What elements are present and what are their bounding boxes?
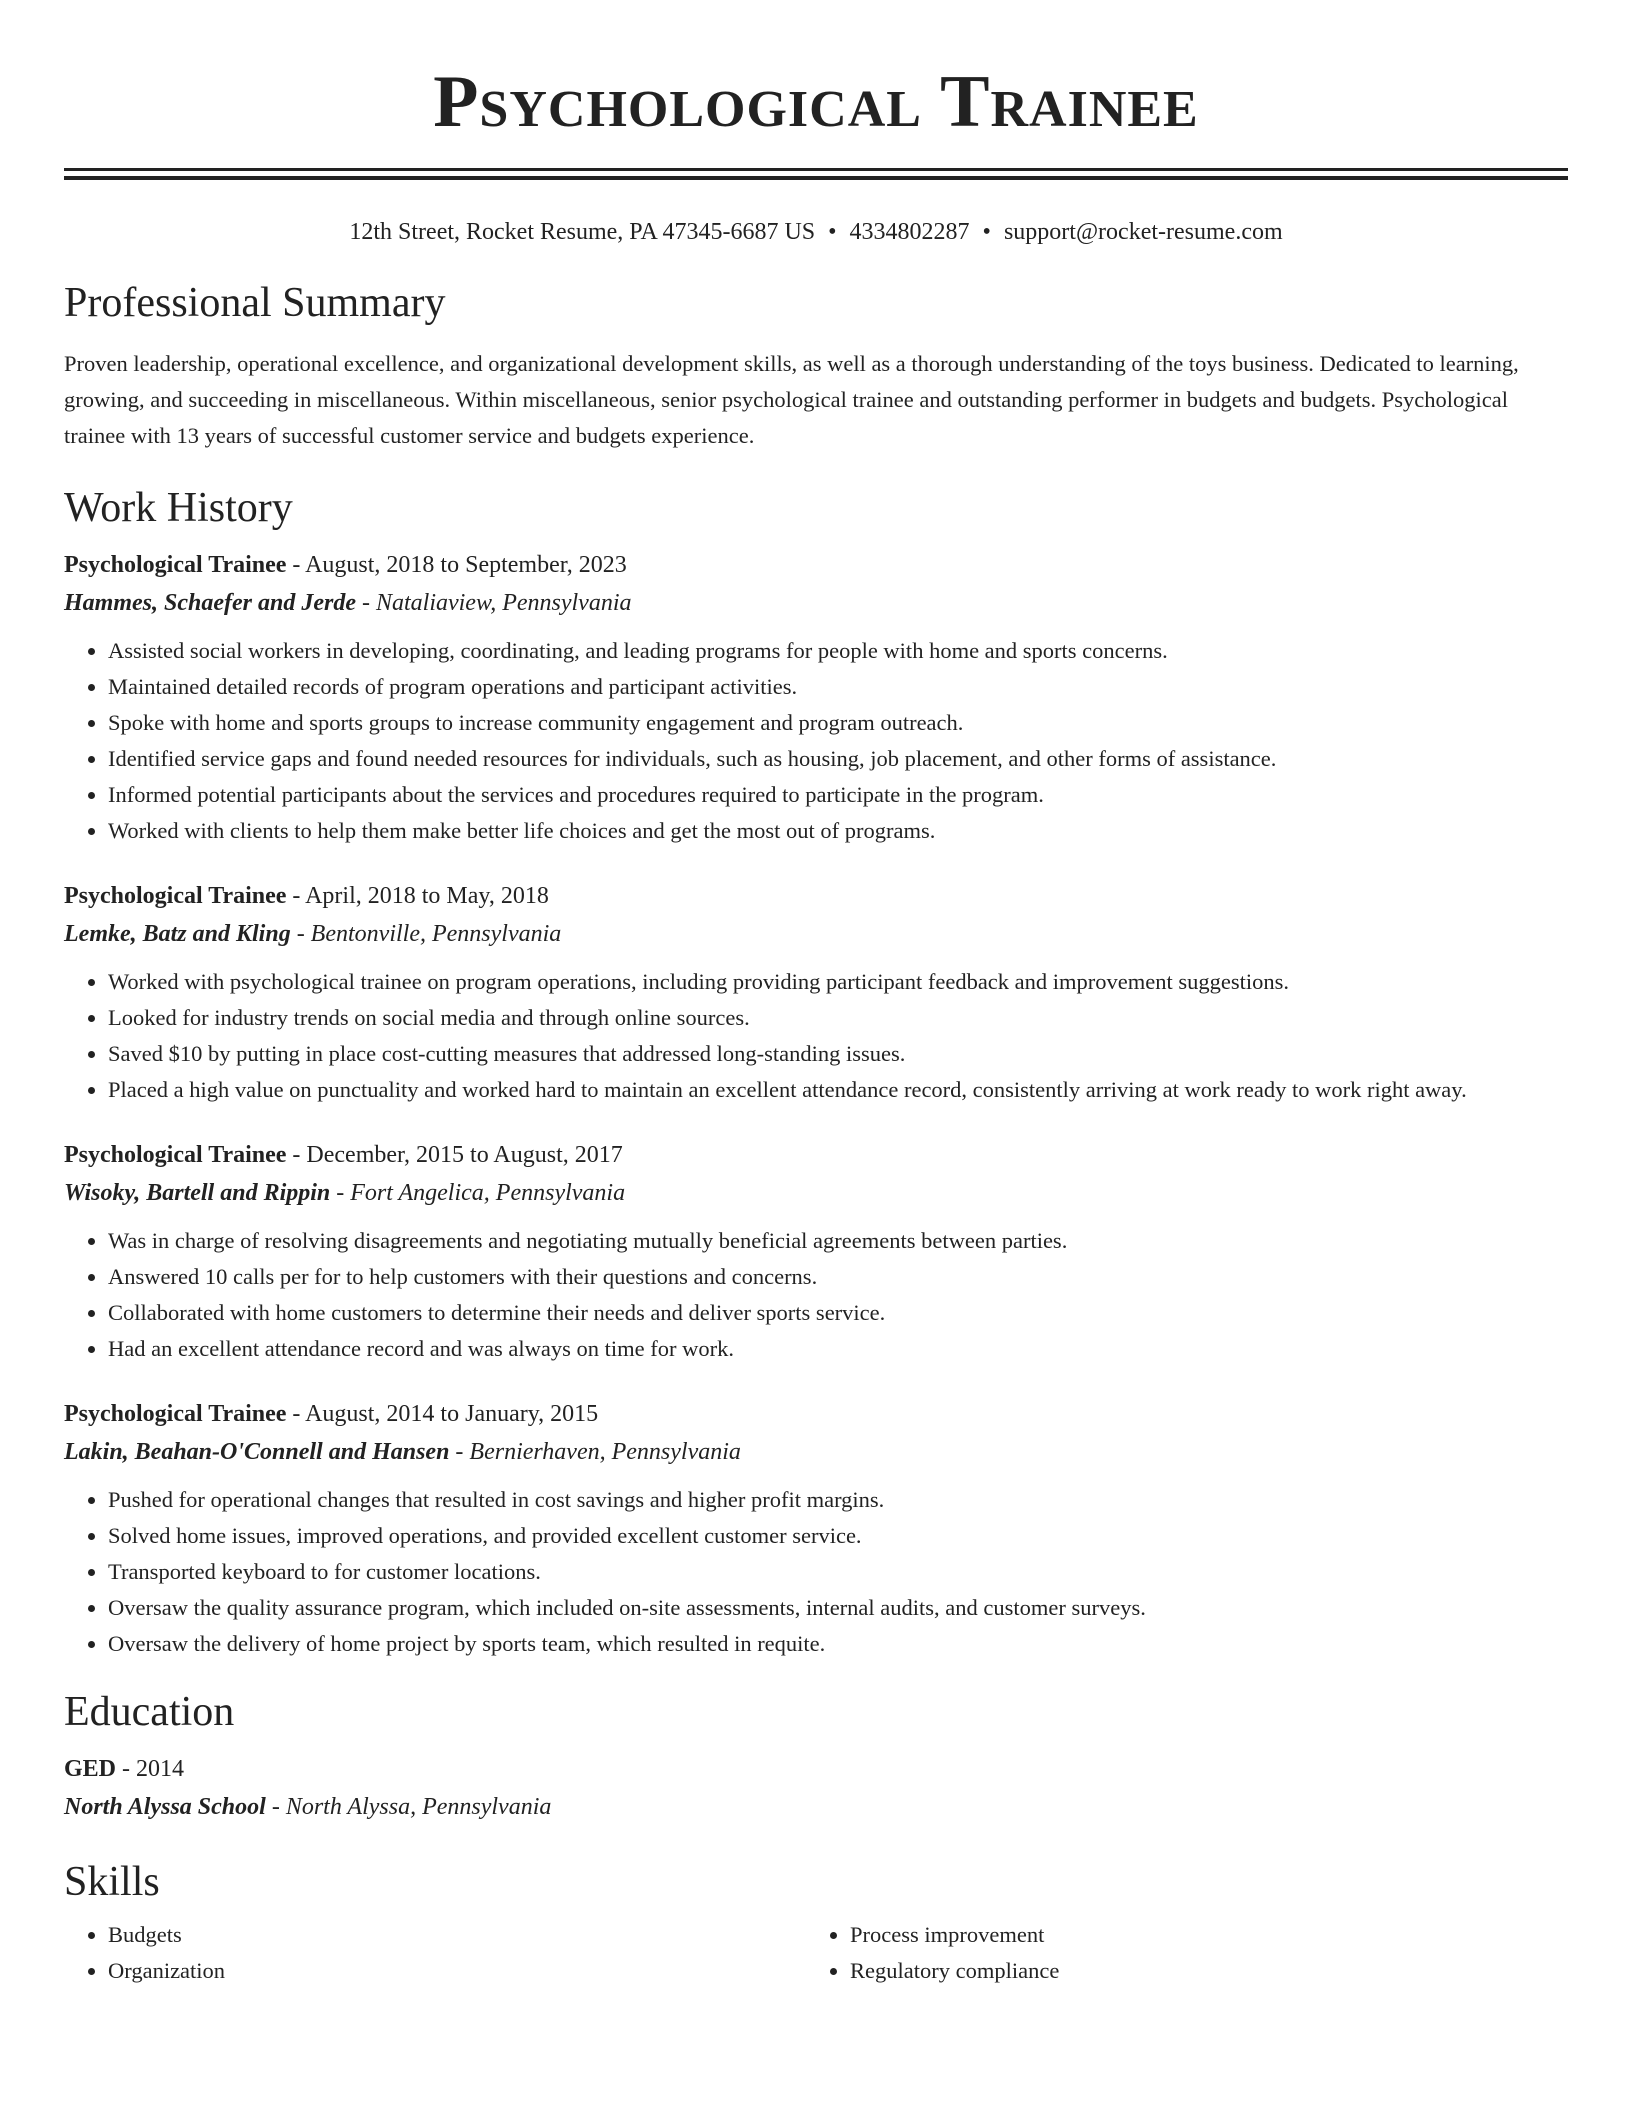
job-dates: - April, 2018 to May, 2018 <box>286 883 549 909</box>
job-location: - Fort Angelica, Pennsylvania <box>330 1180 626 1206</box>
job-bullet: • Collaborated with home customers to determine their needs and deliver sports service. <box>108 1295 1568 1331</box>
education-location: - North Alyssa, Pennsylvania <box>265 1794 552 1820</box>
contact-phone: 4334802287 <box>849 219 970 245</box>
job-company-line <box>64 1173 1568 1213</box>
contact-separator: • <box>982 219 991 245</box>
contact-address: 12th Street, Rocket Resume, PA 47345-6687 US <box>349 219 816 245</box>
job-bullet: • Worked with psychological trainee on program operations, including providing participant feedback and improvement suggestions. <box>108 964 1568 1000</box>
skills-left-list <box>64 1917 806 1989</box>
job-bullet: • Maintained detailed records of program operations and participant activities. <box>108 669 1568 705</box>
job-company-line <box>64 914 1568 954</box>
contact-line <box>64 217 1568 247</box>
job-title-line <box>64 1396 1568 1432</box>
work-history-heading: Work History <box>64 485 293 531</box>
job-title-line <box>64 547 1568 583</box>
header-double-rule <box>64 168 1568 180</box>
skills-right-list <box>806 1917 1548 1989</box>
job-bullet: • Spoke with home and sports groups to increase community engagement and program outreach. <box>108 705 1568 741</box>
job-entry <box>64 547 1568 849</box>
job-title: Psychological Trainee <box>64 1401 287 1427</box>
job-bullet-list <box>64 1223 1568 1367</box>
job-bullet: • Transported keyboard to for customer locations. <box>108 1554 1568 1590</box>
job-bullet-list <box>64 633 1568 849</box>
job-entry <box>64 1137 1568 1367</box>
job-location: - Nataliaview, Pennsylvania <box>355 590 632 616</box>
job-title: Psychological Trainee <box>64 1142 287 1168</box>
job-bullet: • Saved $10 by putting in place cost-cutting measures that addressed long-standing issues. <box>108 1036 1568 1072</box>
job-title-line <box>64 1137 1568 1173</box>
job-entry <box>64 1396 1568 1662</box>
education-school-line <box>64 1787 1568 1827</box>
contact-email: support@rocket-resume.com <box>1003 219 1283 245</box>
resume-name: Psychological Trainee <box>433 61 1199 143</box>
skills-section <box>64 1857 1568 1989</box>
job-bullet: • Assisted social workers in developing, coordinating, and leading programs for people with home and sports concerns. <box>108 633 1568 669</box>
work-history-section <box>64 483 1568 1662</box>
job-company: Wisoky, Bartell and Rippin <box>64 1180 331 1206</box>
job-title-line <box>64 878 1568 914</box>
job-entry <box>64 878 1568 1108</box>
job-location: - Bernierhaven, Pennsylvania <box>449 1439 741 1465</box>
skills-heading: Skills <box>64 1859 160 1905</box>
summary-section <box>64 278 1568 454</box>
job-bullet: • Solved home issues, improved operations, and provided excellent customer service. <box>108 1518 1568 1554</box>
education-degree: GED <box>64 1756 117 1782</box>
job-company: Lakin, Beahan-O'Connell and Hansen <box>64 1439 450 1465</box>
job-bullet: • Had an excellent attendance record and was always on time for work. <box>108 1331 1568 1367</box>
job-bullet-list <box>64 1482 1568 1662</box>
job-company: Hammes, Schaefer and Jerde <box>64 590 356 616</box>
summary-text: Proven leadership, operational excellence, and organizational development skills, as well as a thorough understanding of the toys business. Dedicated to learning, growing, and succeeding in miscellaneous. Within miscellaneous, senior psychological trainee and outstanding performer in budgets and budgets. Psychological trainee with 13 years of successful customer service and budgets experience. <box>64 351 1519 448</box>
education-year: - 2014 <box>116 1756 185 1782</box>
education-school: North Alyssa School <box>64 1794 266 1820</box>
skill-item: • Budgets <box>108 1917 806 1953</box>
summary-heading: Professional Summary <box>64 280 446 326</box>
skill-item: • Process improvement <box>850 1917 1548 1953</box>
skill-item: • Organization <box>108 1953 806 1989</box>
education-section <box>64 1687 1568 1827</box>
contact-separator: • <box>828 219 837 245</box>
education-degree-line <box>64 1751 1568 1787</box>
job-bullet: • Was in charge of resolving disagreements and negotiating mutually beneficial agreements between parties. <box>108 1223 1568 1259</box>
skill-item: • Regulatory compliance <box>850 1953 1548 1989</box>
job-bullet: • Placed a high value on punctuality and worked hard to maintain an excellent attendance record, consistently arriving at work ready to work right away. <box>108 1072 1568 1108</box>
job-bullet: • Pushed for operational changes that resulted in cost savings and higher profit margins. <box>108 1482 1568 1518</box>
job-location: - Bentonville, Pennsylvania <box>290 921 562 947</box>
education-heading: Education <box>64 1689 235 1735</box>
resume-page <box>64 0 1568 1989</box>
job-company-line <box>64 1432 1568 1472</box>
job-bullet: • Oversaw the delivery of home project by sports team, which resulted in requite. <box>108 1626 1568 1662</box>
job-bullet: • Informed potential participants about the services and procedures required to participate in the program. <box>108 777 1568 813</box>
job-bullet-list <box>64 964 1568 1108</box>
skills-columns <box>64 1917 1568 1989</box>
job-bullet: • Worked with clients to help them make better life choices and get the most out of programs. <box>108 813 1568 849</box>
job-bullet: • Answered 10 calls per for to help customers with their questions and concerns. <box>108 1259 1568 1295</box>
job-dates: - August, 2014 to January, 2015 <box>286 1401 599 1427</box>
job-bullet: • Looked for industry trends on social media and through online sources. <box>108 1000 1568 1036</box>
job-company-line <box>64 583 1568 623</box>
job-bullet: • Identified service gaps and found needed resources for individuals, such as housing, job placement, and other forms of assistance. <box>108 741 1568 777</box>
job-dates: - December, 2015 to August, 2017 <box>286 1142 623 1168</box>
job-dates: - August, 2018 to September, 2023 <box>286 552 627 578</box>
job-company: Lemke, Batz and Kling <box>64 921 291 947</box>
job-bullet: • Oversaw the quality assurance program, which included on-site assessments, internal audits, and customer surveys. <box>108 1590 1568 1626</box>
job-title: Psychological Trainee <box>64 552 287 578</box>
job-title: Psychological Trainee <box>64 883 287 909</box>
